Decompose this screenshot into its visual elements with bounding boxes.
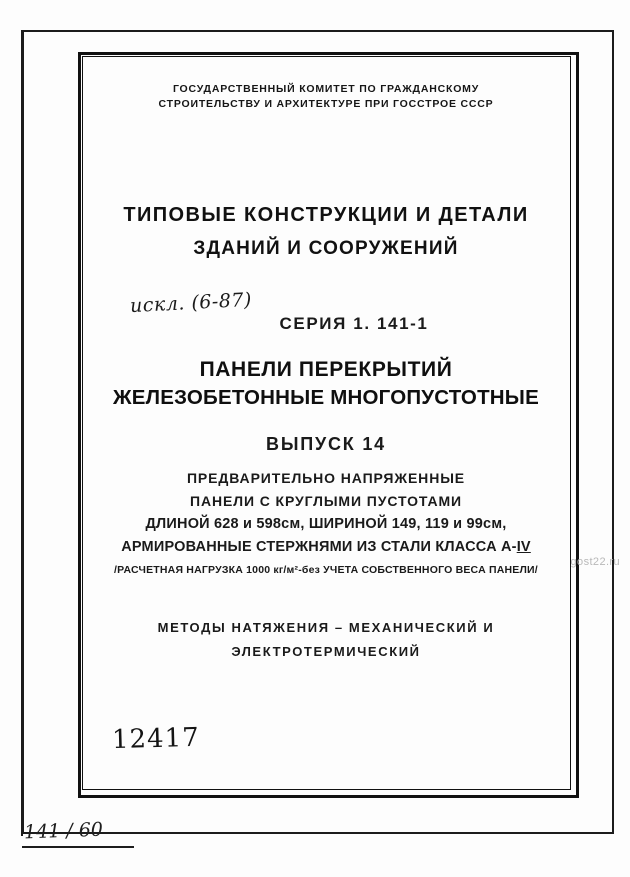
inventory-number: 12417	[111, 722, 201, 756]
specification-line-4-text: АРМИРОВАННЫЕ СТЕРЖНЯМИ ИЗ СТАЛИ КЛАССА А-	[121, 539, 517, 555]
methods-line-1: МЕТОДЫ НАТЯЖЕНИЯ – МЕХАНИЧЕСКИЙ И	[157, 620, 495, 635]
watermark: gost22.ru	[570, 556, 620, 568]
issue-number: ВЫПУСК 14	[266, 434, 386, 454]
handwritten-annotation: искл. (6-87)	[129, 288, 253, 318]
bottom-annotation: 141 / 60	[23, 818, 104, 844]
specification-line-2: ПАНЕЛИ С КРУГЛЫМИ ПУСТОТАМИ	[190, 493, 462, 509]
document-title	[92, 198, 560, 266]
specification-line-3: ДЛИНОЙ 628 и 598см, ШИРИНОЙ 149, 119 и 99см,	[145, 516, 507, 532]
title-page-content	[92, 66, 560, 776]
specification-line-1: ПРЕДВАРИТЕЛЬНО НАПРЯЖЕННЫЕ	[186, 470, 466, 486]
methods-line-2: ЭЛЕКТРОТЕРМИЧЕСКИЙ	[231, 644, 421, 659]
product-title	[92, 356, 560, 412]
series-row	[92, 288, 560, 338]
bottom-annotation-underline	[22, 846, 134, 848]
document-title-line-1: ТИПОВЫЕ КОНСТРУКЦИИ И ДЕТАЛИ	[123, 204, 529, 226]
document-title-line-2: ЗДАНИЙ И СООРУЖЕНИЙ	[193, 238, 459, 259]
organization-line-1: ГОСУДАРСТВЕННЫЙ КОМИТЕТ ПО ГРАЖДАНСКОМУ	[172, 83, 480, 95]
specification-line-4	[92, 536, 560, 559]
product-title-line-1: ПАНЕЛИ ПЕРЕКРЫТИЙ	[199, 358, 453, 381]
steel-class-roman: IV	[516, 539, 531, 555]
organization-line-2: СТРОИТЕЛЬСТВУ И АРХИТЕКТУРЕ ПРИ ГОССТРОЕ СССР	[158, 98, 494, 110]
series-number: СЕРИЯ 1. 141-1	[279, 314, 429, 333]
load-note: /РАСЧЕТНАЯ НАГРУЗКА 1000 кг/м²-без УЧЕТА СОБСТВЕННОГО ВЕСА ПАНЕЛИ/	[114, 564, 538, 576]
methods-block	[92, 616, 560, 664]
product-title-line-2: ЖЕЛЕЗОБЕТОННЫЕ МНОГОПУСТОТНЫЕ	[113, 386, 539, 409]
specification-block	[92, 467, 560, 559]
organization-block	[92, 82, 560, 112]
